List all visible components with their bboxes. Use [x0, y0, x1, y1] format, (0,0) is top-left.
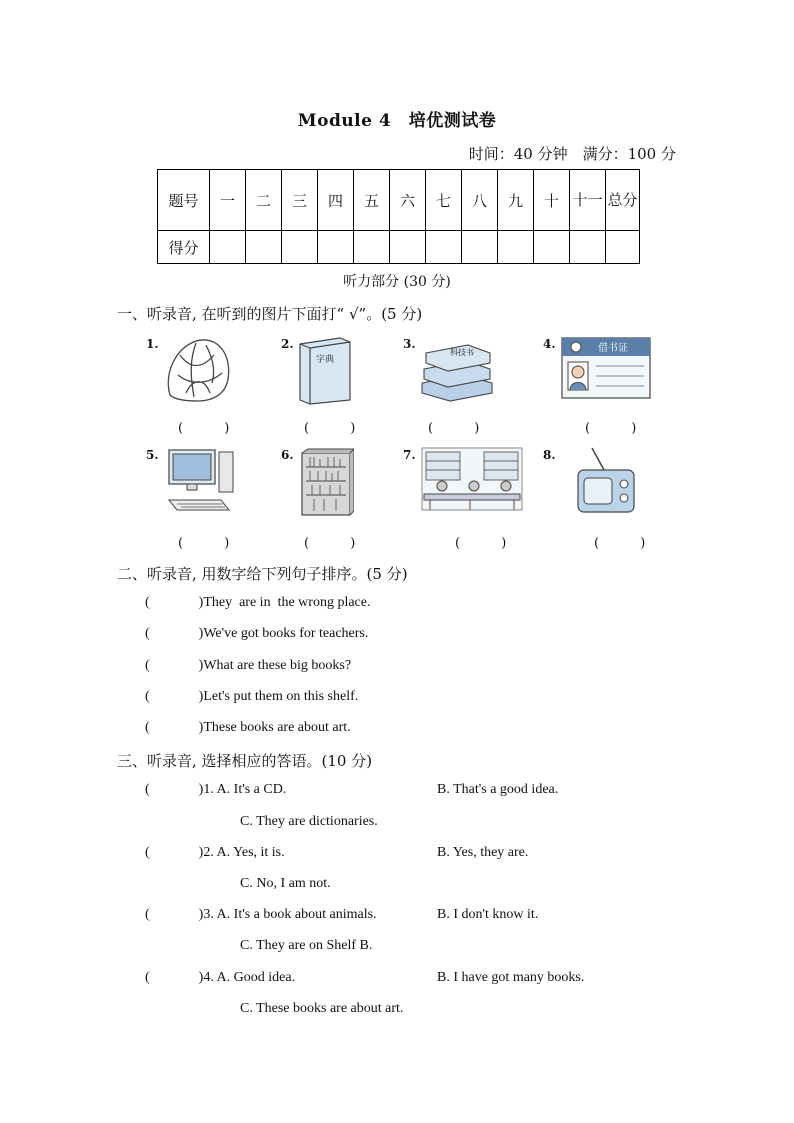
library-card-title: 借书证 [598, 343, 628, 354]
q3-stem[interactable]: ( )1. A. It's a CD. [145, 782, 287, 797]
computer-image [163, 446, 241, 516]
page-title: Module 4 培优测试卷 [297, 111, 497, 131]
q3-option-c: C. No, I am not. [240, 876, 331, 891]
q3-option-b: B. Yes, they are. [437, 845, 529, 860]
answer-paren[interactable]: ( ) [178, 536, 238, 551]
q3-stem[interactable]: ( )4. A. Good idea. [145, 970, 296, 985]
listening-section-header: 听力部分 (30 分) [343, 274, 451, 290]
score-cell[interactable] [282, 231, 318, 264]
q3-option-c: C. They are on Shelf B. [240, 938, 373, 953]
answer-paren[interactable]: ( ) [594, 536, 654, 551]
score-cell[interactable] [354, 231, 390, 264]
score-col: 十一 [570, 170, 606, 231]
q3-option-b: B. I don't know it. [437, 907, 539, 922]
science-book-label: 科技书 [450, 348, 474, 357]
pic-number: 4. [543, 337, 556, 351]
score-cell[interactable] [534, 231, 570, 264]
score-col: 十 [534, 170, 570, 231]
radio-image [574, 446, 638, 516]
q3-stem[interactable]: ( )2. A. Yes, it is. [145, 845, 285, 860]
q2-line[interactable]: ( )We've got books for teachers. [145, 626, 369, 641]
answer-paren[interactable]: ( ) [455, 536, 515, 551]
score-table-header: 题号 [158, 170, 210, 231]
pic-number: 2. [281, 337, 294, 351]
score-cell[interactable] [390, 231, 426, 264]
q2-line[interactable]: ( )What are these big books? [145, 658, 352, 673]
pic-number: 8. [543, 448, 556, 462]
score-col: 三 [282, 170, 318, 231]
q3-option-c: C. These books are about art. [240, 1001, 404, 1016]
pic-number: 5. [146, 448, 159, 462]
answer-paren[interactable]: ( ) [304, 421, 364, 436]
score-cell[interactable] [498, 231, 534, 264]
score-cell[interactable] [246, 231, 282, 264]
q2-line[interactable]: ( )These books are about art. [145, 720, 351, 735]
answer-paren[interactable]: ( ) [304, 536, 364, 551]
q3-stem[interactable]: ( )3. A. It's a book about animals. [145, 907, 377, 922]
score-col: 七 [426, 170, 462, 231]
score-col: 一 [210, 170, 246, 231]
dictionary-image [296, 334, 356, 406]
q3-heading: 三、听录音, 选择相应的答语。(10 分) [117, 752, 373, 770]
q2-line[interactable]: ( )Let's put them on this shelf. [145, 689, 359, 704]
score-table [157, 169, 640, 264]
q3-option-b: B. I have got many books. [437, 970, 585, 985]
score-col-total: 总分 [606, 170, 640, 231]
score-col: 二 [246, 170, 282, 231]
science-books-image [418, 337, 496, 403]
dictionary-label: 字典 [316, 355, 335, 365]
backpack-image [160, 335, 236, 405]
q2-heading: 二、听录音, 用数字给下列句子排序。(5 分) [117, 565, 408, 583]
answer-paren[interactable]: ( ) [428, 421, 488, 436]
score-cell[interactable] [606, 231, 640, 264]
answer-paren[interactable]: ( ) [178, 421, 238, 436]
score-col: 八 [462, 170, 498, 231]
score-col: 九 [498, 170, 534, 231]
library-room-image [420, 446, 524, 514]
q3-option-b: B. That's a good idea. [437, 782, 559, 797]
score-cell[interactable] [462, 231, 498, 264]
q3-option-c: C. They are dictionaries. [240, 814, 378, 829]
q2-line[interactable]: ( )They are in the wrong place. [145, 595, 371, 610]
score-row-label: 得分 [158, 231, 210, 264]
score-col: 六 [390, 170, 426, 231]
pic-number: 6. [281, 448, 294, 462]
time-score-info: 时间：40 分钟 满分：100 分 [468, 145, 676, 163]
score-col: 四 [318, 170, 354, 231]
answer-paren[interactable]: ( ) [585, 421, 645, 436]
bookshelf-image [298, 447, 354, 517]
pic-number: 1. [146, 337, 159, 351]
pic-number: 3. [403, 337, 416, 351]
library-card-image [560, 336, 652, 400]
score-cell[interactable] [210, 231, 246, 264]
score-cell[interactable] [570, 231, 606, 264]
q1-heading: 一、听录音, 在听到的图片下面打“ √”。(5 分) [117, 305, 423, 323]
score-col: 五 [354, 170, 390, 231]
score-cell[interactable] [318, 231, 354, 264]
pic-number: 7. [403, 448, 416, 462]
score-cell[interactable] [426, 231, 462, 264]
